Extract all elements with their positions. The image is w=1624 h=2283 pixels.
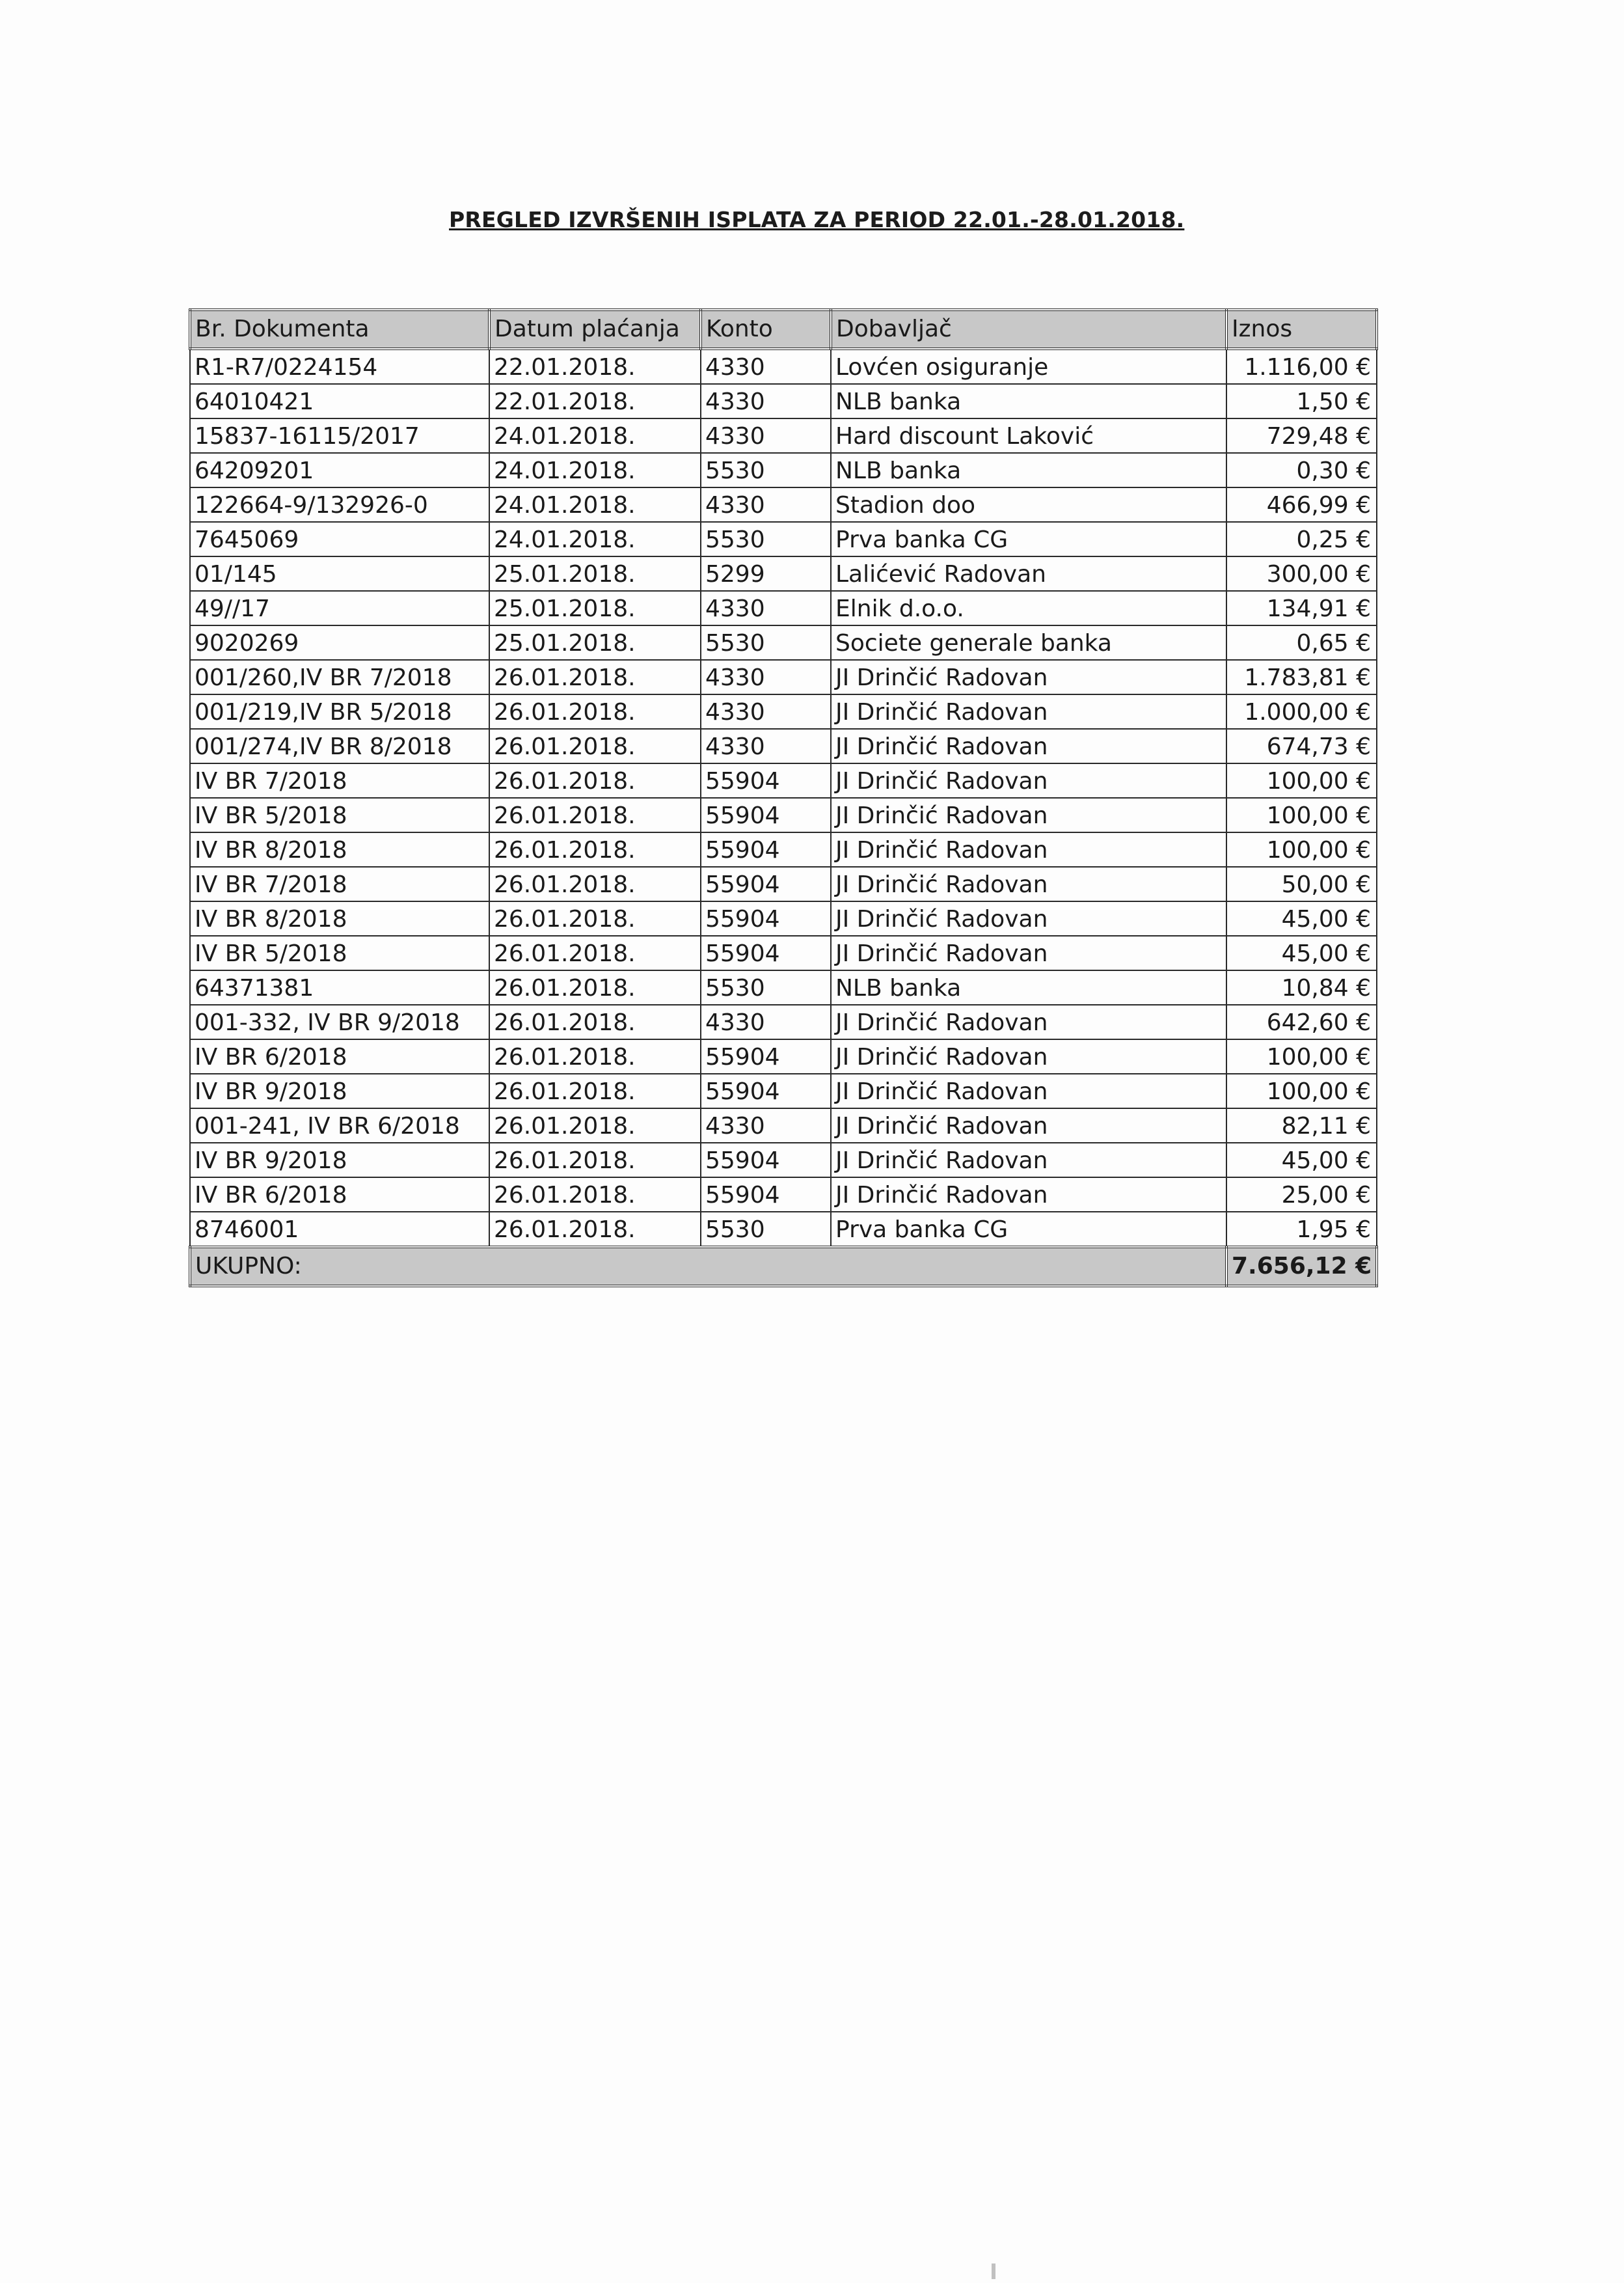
cell-document-number: 49//17 <box>190 591 489 625</box>
cell-document-number: 001/219,IV BR 5/2018 <box>190 694 489 729</box>
table-row <box>190 970 1377 1005</box>
table-row <box>190 694 1377 729</box>
cell-amount: 100,00 € <box>1226 763 1377 798</box>
cell-payment-date: 24.01.2018. <box>489 418 701 453</box>
cell-document-number: 01/145 <box>190 556 489 591</box>
table-row <box>190 1177 1377 1212</box>
cell-amount: 100,00 € <box>1226 1074 1377 1108</box>
cell-document-number: 64371381 <box>190 970 489 1005</box>
cell-amount: 10,84 € <box>1226 970 1377 1005</box>
table-row <box>190 1212 1377 1247</box>
cell-amount: 100,00 € <box>1226 832 1377 867</box>
table-row <box>190 901 1377 936</box>
cell-supplier: JI Drinčić Radovan <box>831 1074 1226 1108</box>
cell-payment-date: 26.01.2018. <box>489 1074 701 1108</box>
cell-account: 5530 <box>701 522 831 556</box>
cell-supplier: Societe generale banka <box>831 625 1226 660</box>
table-row <box>190 1039 1377 1074</box>
table-row <box>190 384 1377 418</box>
table-row <box>190 556 1377 591</box>
total-label: UKUPNO: <box>190 1247 1226 1286</box>
cell-document-number: 9020269 <box>190 625 489 660</box>
cell-supplier: JI Drinčić Radovan <box>831 936 1226 970</box>
table-footer <box>190 1247 1377 1286</box>
cell-supplier: Stadion doo <box>831 487 1226 522</box>
header-row <box>190 310 1377 349</box>
cell-account: 4330 <box>701 729 831 763</box>
cell-supplier: NLB banka <box>831 970 1226 1005</box>
table-row <box>190 763 1377 798</box>
payments-table-container <box>189 308 1375 1287</box>
table-row <box>190 936 1377 970</box>
cell-supplier: Lovćen osiguranje <box>831 349 1226 384</box>
cell-supplier: JI Drinčić Radovan <box>831 763 1226 798</box>
table-row <box>190 832 1377 867</box>
cell-account: 5530 <box>701 970 831 1005</box>
cell-account: 55904 <box>701 1143 831 1177</box>
cell-account: 4330 <box>701 1005 831 1039</box>
cell-supplier: Prva banka CG <box>831 1212 1226 1247</box>
cell-account: 4330 <box>701 591 831 625</box>
header-supplier: Dobavljač <box>831 310 1226 349</box>
cell-supplier: JI Drinčić Radovan <box>831 1005 1226 1039</box>
cell-account: 55904 <box>701 901 831 936</box>
cell-account: 5530 <box>701 1212 831 1247</box>
cell-supplier: Hard discount Laković <box>831 418 1226 453</box>
table-row <box>190 1143 1377 1177</box>
cell-payment-date: 25.01.2018. <box>489 591 701 625</box>
cell-document-number: IV BR 8/2018 <box>190 832 489 867</box>
payments-table <box>189 308 1378 1287</box>
cell-amount: 134,91 € <box>1226 591 1377 625</box>
cell-account: 4330 <box>701 1108 831 1143</box>
cell-account: 55904 <box>701 832 831 867</box>
cell-supplier: JI Drinčić Radovan <box>831 1039 1226 1074</box>
cell-supplier: Lalićević Radovan <box>831 556 1226 591</box>
header-payment-date: Datum plaćanja <box>489 310 701 349</box>
cell-payment-date: 25.01.2018. <box>489 556 701 591</box>
cell-amount: 1.116,00 € <box>1226 349 1377 384</box>
cell-supplier: JI Drinčić Radovan <box>831 729 1226 763</box>
cell-payment-date: 26.01.2018. <box>489 832 701 867</box>
cell-document-number: 8746001 <box>190 1212 489 1247</box>
cell-payment-date: 24.01.2018. <box>489 487 701 522</box>
cell-document-number: 15837-16115/2017 <box>190 418 489 453</box>
cell-account: 5530 <box>701 625 831 660</box>
cell-payment-date: 26.01.2018. <box>489 1177 701 1212</box>
cell-amount: 1,50 € <box>1226 384 1377 418</box>
table-row <box>190 418 1377 453</box>
cell-amount: 50,00 € <box>1226 867 1377 901</box>
cell-document-number: 001/274,IV BR 8/2018 <box>190 729 489 763</box>
cell-payment-date: 26.01.2018. <box>489 901 701 936</box>
cell-amount: 100,00 € <box>1226 798 1377 832</box>
cell-account: 4330 <box>701 384 831 418</box>
cell-payment-date: 22.01.2018. <box>489 349 701 384</box>
cell-document-number: R1-R7/0224154 <box>190 349 489 384</box>
page-title: PREGLED IZVRŠENIH ISPLATA ZA PERIOD 22.01.-28.01.2018. <box>449 207 1185 232</box>
cell-supplier: JI Drinčić Radovan <box>831 798 1226 832</box>
cell-document-number: 122664-9/132926-0 <box>190 487 489 522</box>
table-row <box>190 1108 1377 1143</box>
cell-payment-date: 26.01.2018. <box>489 1005 701 1039</box>
table-row <box>190 453 1377 487</box>
cell-amount: 1.000,00 € <box>1226 694 1377 729</box>
cell-document-number: IV BR 7/2018 <box>190 867 489 901</box>
table-row <box>190 660 1377 694</box>
table-row <box>190 867 1377 901</box>
table-row <box>190 349 1377 384</box>
cell-payment-date: 26.01.2018. <box>489 1108 701 1143</box>
cell-payment-date: 26.01.2018. <box>489 660 701 694</box>
cell-supplier: JI Drinčić Radovan <box>831 867 1226 901</box>
cell-document-number: 64209201 <box>190 453 489 487</box>
table-row <box>190 522 1377 556</box>
cell-payment-date: 26.01.2018. <box>489 970 701 1005</box>
table-row <box>190 625 1377 660</box>
cell-account: 4330 <box>701 487 831 522</box>
table-row <box>190 487 1377 522</box>
cell-document-number: IV BR 7/2018 <box>190 763 489 798</box>
cell-document-number: 7645069 <box>190 522 489 556</box>
cell-payment-date: 25.01.2018. <box>489 625 701 660</box>
cell-payment-date: 26.01.2018. <box>489 694 701 729</box>
cell-account: 55904 <box>701 1074 831 1108</box>
cell-amount: 25,00 € <box>1226 1177 1377 1212</box>
cell-payment-date: 26.01.2018. <box>489 729 701 763</box>
cell-amount: 300,00 € <box>1226 556 1377 591</box>
cell-amount: 0,25 € <box>1226 522 1377 556</box>
table-header <box>190 310 1377 349</box>
cell-amount: 45,00 € <box>1226 936 1377 970</box>
cell-account: 4330 <box>701 694 831 729</box>
cell-account: 5530 <box>701 453 831 487</box>
cell-amount: 466,99 € <box>1226 487 1377 522</box>
cell-supplier: JI Drinčić Radovan <box>831 901 1226 936</box>
cell-supplier: JI Drinčić Radovan <box>831 1108 1226 1143</box>
cell-account: 55904 <box>701 798 831 832</box>
header-document-number: Br. Dokumenta <box>190 310 489 349</box>
header-amount: Iznos <box>1226 310 1377 349</box>
cell-document-number: IV BR 9/2018 <box>190 1074 489 1108</box>
cell-document-number: IV BR 9/2018 <box>190 1143 489 1177</box>
cell-document-number: IV BR 5/2018 <box>190 798 489 832</box>
table-body <box>190 349 1377 1247</box>
cell-account: 4330 <box>701 349 831 384</box>
cell-supplier: JI Drinčić Radovan <box>831 1177 1226 1212</box>
table-row <box>190 798 1377 832</box>
cell-account: 55904 <box>701 936 831 970</box>
cell-payment-date: 26.01.2018. <box>489 936 701 970</box>
cell-account: 4330 <box>701 418 831 453</box>
cell-amount: 100,00 € <box>1226 1039 1377 1074</box>
cell-supplier: JI Drinčić Radovan <box>831 694 1226 729</box>
cell-amount: 642,60 € <box>1226 1005 1377 1039</box>
cell-document-number: 001/260,IV BR 7/2018 <box>190 660 489 694</box>
cell-document-number: IV BR 5/2018 <box>190 936 489 970</box>
cell-account: 55904 <box>701 1039 831 1074</box>
cell-document-number: IV BR 6/2018 <box>190 1039 489 1074</box>
cell-supplier: Prva banka CG <box>831 522 1226 556</box>
cell-payment-date: 26.01.2018. <box>489 763 701 798</box>
total-row <box>190 1247 1377 1286</box>
cell-amount: 82,11 € <box>1226 1108 1377 1143</box>
cell-supplier: NLB banka <box>831 384 1226 418</box>
cell-amount: 674,73 € <box>1226 729 1377 763</box>
cell-supplier: JI Drinčić Radovan <box>831 832 1226 867</box>
cell-payment-date: 22.01.2018. <box>489 384 701 418</box>
table-row <box>190 1005 1377 1039</box>
cell-amount: 729,48 € <box>1226 418 1377 453</box>
cell-payment-date: 26.01.2018. <box>489 798 701 832</box>
cell-account: 4330 <box>701 660 831 694</box>
cell-document-number: IV BR 6/2018 <box>190 1177 489 1212</box>
cell-payment-date: 24.01.2018. <box>489 453 701 487</box>
cell-document-number: 64010421 <box>190 384 489 418</box>
cell-supplier: JI Drinčić Radovan <box>831 1143 1226 1177</box>
cell-payment-date: 26.01.2018. <box>489 1143 701 1177</box>
cell-payment-date: 26.01.2018. <box>489 1212 701 1247</box>
header-account: Konto <box>701 310 831 349</box>
cell-supplier: Elnik d.o.o. <box>831 591 1226 625</box>
cell-payment-date: 24.01.2018. <box>489 522 701 556</box>
cell-amount: 0,30 € <box>1226 453 1377 487</box>
scan-artifact-mark <box>992 2263 995 2279</box>
cell-amount: 1,95 € <box>1226 1212 1377 1247</box>
cell-supplier: JI Drinčić Radovan <box>831 660 1226 694</box>
cell-document-number: IV BR 8/2018 <box>190 901 489 936</box>
cell-document-number: 001-241, IV BR 6/2018 <box>190 1108 489 1143</box>
cell-amount: 1.783,81 € <box>1226 660 1377 694</box>
table-row <box>190 1074 1377 1108</box>
table-row <box>190 729 1377 763</box>
table-row <box>190 591 1377 625</box>
cell-payment-date: 26.01.2018. <box>489 1039 701 1074</box>
total-amount: 7.656,12 € <box>1226 1247 1377 1286</box>
cell-amount: 45,00 € <box>1226 901 1377 936</box>
cell-account: 55904 <box>701 867 831 901</box>
cell-supplier: NLB banka <box>831 453 1226 487</box>
cell-payment-date: 26.01.2018. <box>489 867 701 901</box>
cell-document-number: 001-332, IV BR 9/2018 <box>190 1005 489 1039</box>
cell-amount: 0,65 € <box>1226 625 1377 660</box>
cell-account: 5299 <box>701 556 831 591</box>
cell-amount: 45,00 € <box>1226 1143 1377 1177</box>
cell-account: 55904 <box>701 763 831 798</box>
cell-account: 55904 <box>701 1177 831 1212</box>
